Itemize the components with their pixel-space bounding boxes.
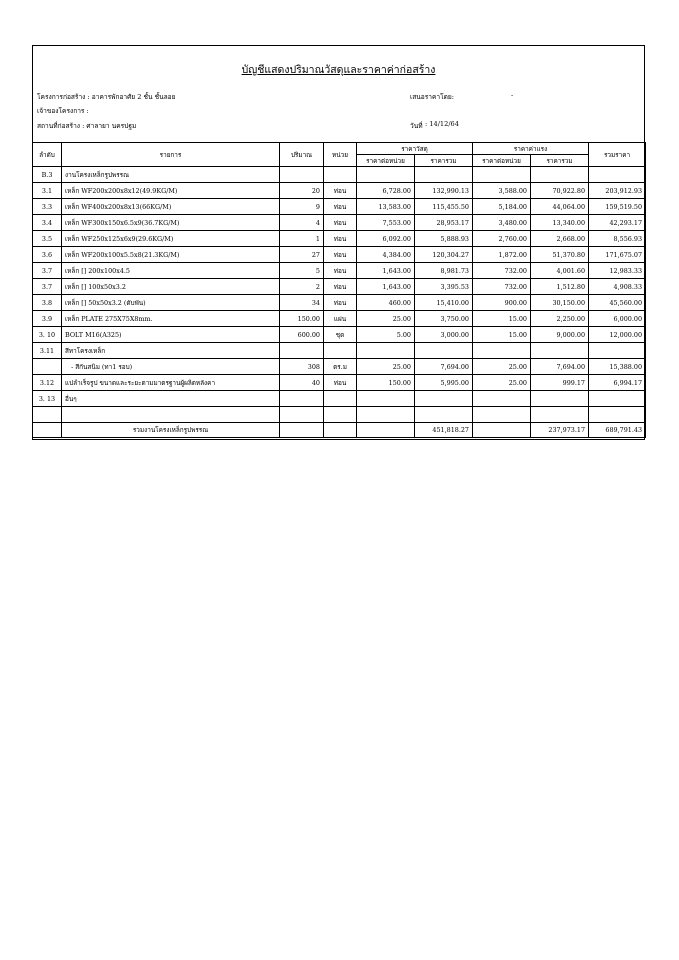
row-material-unit-price: [357, 343, 415, 359]
row-material-unit-price: [357, 391, 415, 407]
row-labor-sum: 4,001.60: [531, 263, 589, 279]
row-material-unit-price: 1,643.00: [357, 263, 415, 279]
row-material-unit-price: [357, 407, 415, 423]
row-material-unit-price: 25.00: [357, 359, 415, 375]
table-row: [33, 279, 646, 295]
row-labor-sum: 44,064.00: [531, 199, 589, 215]
row-unit: ท่อน: [324, 247, 357, 263]
row-material-unit-price: 25.00: [357, 311, 415, 327]
row-number: 3. 10: [33, 327, 62, 343]
row-unit: ชุด: [324, 327, 357, 343]
row-labor-unit-price: 5,184.00: [473, 199, 531, 215]
row-qty: 9: [280, 199, 324, 215]
row-material-unit-price: 4,384.00: [357, 247, 415, 263]
row-item: เหล็ก [] 50x50x3.2 (ดับพัน): [62, 295, 280, 311]
row-unit: [324, 391, 357, 407]
row-labor-unit-price: 732.00: [473, 263, 531, 279]
row-material-sum: 7,694.00: [415, 359, 473, 375]
table-row: [33, 327, 646, 343]
table-row: [33, 359, 646, 375]
row-unit: ท่อน: [324, 231, 357, 247]
row-labor-unit-price: 732.00: [473, 279, 531, 295]
row-material-sum: [415, 407, 473, 423]
row-total: 42,293.17: [589, 215, 646, 231]
row-labor-unit-price: 3,480.00: [473, 215, 531, 231]
row-item: สีทาโครงเหล็ก: [62, 343, 280, 359]
row-labor-sum: 2,250.00: [531, 311, 589, 327]
row-number: 3.7: [33, 279, 62, 295]
row-material-sum: 5,995.00: [415, 375, 473, 391]
header-material-unit-price: ราคาต่อหน่วย: [357, 155, 415, 167]
row-material-sum: 28,953.17: [415, 215, 473, 231]
row-labor-unit-price: 1,872.00: [473, 247, 531, 263]
row-item: เหล็ก [] 200x100x4.5: [62, 263, 280, 279]
row-labor-sum: [531, 407, 589, 423]
row-labor-unit-price: 25.00: [473, 375, 531, 391]
row-number: 3.1: [33, 183, 62, 199]
row-item: เหล็ก WF200x200x8x12(49.9KG/M): [62, 183, 280, 199]
row-item: เหล็ก WF300x150x6.5x9(36.7KG/M): [62, 215, 280, 231]
estimate-table: [32, 142, 646, 438]
row-material-sum: 3,395.53: [415, 279, 473, 295]
row-labor-sum: [531, 167, 589, 183]
row-material-unit-price: 13,583.00: [357, 199, 415, 215]
row-labor-unit-price: 25.00: [473, 359, 531, 375]
row-labor-unit-price: 900.00: [473, 295, 531, 311]
row-total: 203,912.93: [589, 183, 646, 199]
row-number: 3.4: [33, 215, 62, 231]
row-total: 159,519.50: [589, 199, 646, 215]
row-total: [589, 343, 646, 359]
row-labor-unit-price: [473, 391, 531, 407]
row-item: เหล็ก [] 100x50x3.2: [62, 279, 280, 295]
row-material-sum: 115,455.50: [415, 199, 473, 215]
row-number: 3.5: [33, 231, 62, 247]
row-number: 3. 13: [33, 391, 62, 407]
row-unit: ท่อน: [324, 375, 357, 391]
proposed-by-label: เสนอราคาโดย:: [410, 93, 455, 101]
row-number: 3.11: [33, 343, 62, 359]
row-qty: [280, 391, 324, 407]
row-number: 3.12: [33, 375, 62, 391]
row-material-unit-price: 6,092.00: [357, 231, 415, 247]
row-item: เหล็ก WF200x100x5.5x8(21.3KG/M): [62, 247, 280, 263]
total-label: รวมงานโครงเหล็กรูปพรรณ: [62, 423, 280, 438]
row-material-unit-price: 460.00: [357, 295, 415, 311]
row-item: [62, 407, 280, 423]
row-qty: 34: [280, 295, 324, 311]
table-row: [33, 311, 646, 327]
total-labor: 237,973.17: [531, 423, 589, 438]
row-labor-sum: 1,512.80: [531, 279, 589, 295]
row-total: 45,560.00: [589, 295, 646, 311]
row-item: อื่นๆ: [62, 391, 280, 407]
row-material-sum: 3,000.00: [415, 327, 473, 343]
table-row: [33, 247, 646, 263]
row-qty: [280, 167, 324, 183]
row-material-unit-price: 6,728.00: [357, 183, 415, 199]
row-item: งานโครงเหล็กรูปพรรณ: [62, 167, 280, 183]
date-label: วันที่: [410, 122, 423, 130]
row-qty: 1: [280, 231, 324, 247]
row-unit: ท่อน: [324, 295, 357, 311]
row-total: 171,675.07: [589, 247, 646, 263]
row-labor-unit-price: 15.00: [473, 311, 531, 327]
owner-line: เจ้าของโครงการ :: [37, 107, 89, 115]
row-number: 3.8: [33, 295, 62, 311]
row-labor-unit-price: [473, 343, 531, 359]
row-unit: ท่อน: [324, 183, 357, 199]
header-material: ราคาวัสดุ: [357, 143, 473, 155]
header-total: รวมราคา: [589, 143, 646, 167]
row-material-unit-price: [357, 167, 415, 183]
row-unit: ท่อน: [324, 215, 357, 231]
table-row: [33, 295, 646, 311]
table-row: [33, 167, 646, 183]
row-unit: ตร.ม: [324, 359, 357, 375]
date-value: : 14/12/64: [425, 120, 459, 128]
row-material-sum: 132,990.13: [415, 183, 473, 199]
row-labor-sum: 51,370.80: [531, 247, 589, 263]
row-unit: ท่อน: [324, 199, 357, 215]
row-number: 3.9: [33, 311, 62, 327]
row-number: B.3: [33, 167, 62, 183]
row-material-sum: 15,410.00: [415, 295, 473, 311]
estimate-sheet: [32, 45, 645, 440]
row-labor-sum: 2,668.00: [531, 231, 589, 247]
row-material-unit-price: 1,643.00: [357, 279, 415, 295]
row-item: เหล็ก PLATE 275X75X8mm.: [62, 311, 280, 327]
row-item: แปลำเร็จรูป ขนาดและระยะตามมาตรฐานผู้ผลิตหลังคา: [62, 375, 280, 391]
row-material-unit-price: 5.00: [357, 327, 415, 343]
row-total: [589, 391, 646, 407]
row-labor-sum: [531, 343, 589, 359]
row-labor-unit-price: 2,760.00: [473, 231, 531, 247]
row-qty: 600.00: [280, 327, 324, 343]
row-total: 8,556.93: [589, 231, 646, 247]
row-total: [589, 407, 646, 423]
row-material-sum: [415, 391, 473, 407]
row-qty: 27: [280, 247, 324, 263]
total-row: [33, 423, 646, 438]
row-number: 3.6: [33, 247, 62, 263]
header-labor: ราคาค่าแรง: [473, 143, 589, 155]
table-row: [33, 407, 646, 423]
row-unit: [324, 407, 357, 423]
row-unit: ท่อน: [324, 263, 357, 279]
row-unit: ท่อน: [324, 279, 357, 295]
row-qty: [280, 343, 324, 359]
project-line: โครงการก่อสร้าง : อาคารพักอาศัย 2 ชั้น ชั้นลอย: [37, 93, 176, 101]
row-number: [33, 407, 62, 423]
header-qty: ปริมาณ: [280, 143, 324, 167]
row-item: BOLT M16(A325): [62, 327, 280, 343]
table-row: [33, 199, 646, 215]
site-line: สถานที่ก่อสร้าง : ศาลายา นครปฐม: [37, 122, 137, 130]
table-row: [33, 215, 646, 231]
row-labor-sum: 13,340.00: [531, 215, 589, 231]
row-qty: 20: [280, 183, 324, 199]
row-labor-unit-price: [473, 407, 531, 423]
row-total: 12,983.33: [589, 263, 646, 279]
row-qty: 4: [280, 215, 324, 231]
table-row: [33, 391, 646, 407]
header-item: รายการ: [62, 143, 280, 167]
row-labor-unit-price: 15.00: [473, 327, 531, 343]
row-material-sum: 8,981.73: [415, 263, 473, 279]
row-number: 3.3: [33, 199, 62, 215]
row-labor-unit-price: [473, 167, 531, 183]
table-row: [33, 343, 646, 359]
table-row: [33, 263, 646, 279]
header-labor-unit-price: ราคาต่อหน่วย: [473, 155, 531, 167]
total-material: 451,818.27: [415, 423, 473, 438]
row-material-sum: 5,888.93: [415, 231, 473, 247]
row-unit: [324, 167, 357, 183]
row-unit: [324, 343, 357, 359]
header-unit: หน่วย: [324, 143, 357, 167]
row-qty: [280, 407, 324, 423]
table-row: [33, 231, 646, 247]
row-labor-sum: 30,150.00: [531, 295, 589, 311]
header-material-sum: ราคารวม: [415, 155, 473, 167]
row-total: 6,994.17: [589, 375, 646, 391]
row-total: 15,388.00: [589, 359, 646, 375]
table-row: [33, 375, 646, 391]
row-item: เหล็ก WF250x125x6x9(29.6KG/M): [62, 231, 280, 247]
row-labor-unit-price: 3,588.00: [473, 183, 531, 199]
row-total: 4,908.33: [589, 279, 646, 295]
row-qty: 40: [280, 375, 324, 391]
row-labor-sum: 70,922.80: [531, 183, 589, 199]
row-material-sum: 120,304.27: [415, 247, 473, 263]
row-number: 3.7: [33, 263, 62, 279]
row-labor-sum: 7,694.00: [531, 359, 589, 375]
row-item: - สีกันสนิม (ทา1 รอบ): [62, 359, 280, 375]
row-total: [589, 167, 646, 183]
header-seq: ลำดับ: [33, 143, 62, 167]
table-row: [33, 183, 646, 199]
row-material-sum: [415, 343, 473, 359]
row-total: 12,000.00: [589, 327, 646, 343]
proposed-by-value: -: [511, 91, 514, 99]
page-title: บัญชีแสดงปริมาณวัสดุและราคาค่าก่อสร้าง: [241, 64, 436, 76]
row-qty: 150.00: [280, 311, 324, 327]
row-qty: 308: [280, 359, 324, 375]
row-labor-sum: 999.17: [531, 375, 589, 391]
row-material-sum: [415, 167, 473, 183]
row-labor-sum: 9,000.00: [531, 327, 589, 343]
row-unit: แผ่น: [324, 311, 357, 327]
row-material-sum: 3,750.00: [415, 311, 473, 327]
row-qty: 2: [280, 279, 324, 295]
row-total: 6,000.00: [589, 311, 646, 327]
header-labor-sum: ราคารวม: [531, 155, 589, 167]
row-item: เหล็ก WF400x200x8x13(66KG/M): [62, 199, 280, 215]
row-qty: 5: [280, 263, 324, 279]
row-material-unit-price: 7,553.00: [357, 215, 415, 231]
row-number: [33, 359, 62, 375]
row-labor-sum: [531, 391, 589, 407]
row-material-unit-price: 150.00: [357, 375, 415, 391]
grand-total: 689,791.43: [589, 423, 646, 438]
